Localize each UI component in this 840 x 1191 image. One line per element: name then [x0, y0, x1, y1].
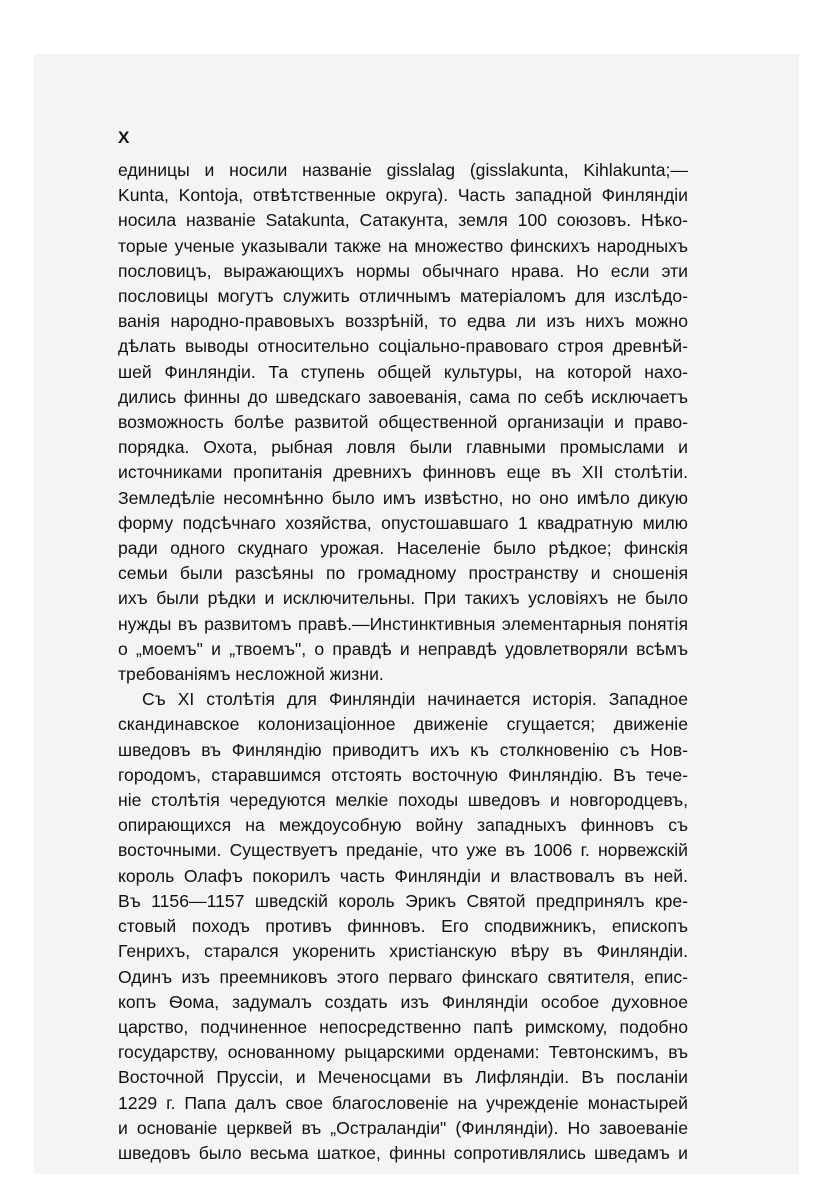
text-line: 1229 г. Папа далъ свое благословеніе на учрежденіе монастырей — [118, 1092, 688, 1113]
text-line: источниками пропитанія древнихъ финновъ еще въ XII столѣтіи. — [118, 462, 688, 483]
text-line: ніе столѣтія чередуются мелкіе походы шведовъ и новгородцевъ, — [118, 790, 688, 811]
text-line: Въ 1156—1157 шведскій король Эрикъ Святой предпринялъ кре- — [118, 890, 688, 911]
body-text — [118, 158, 688, 1166]
text-line: единицы и носили названіе gisslalag (gisslakunta, Kihlakunta;— — [118, 160, 688, 180]
text-line: скандинавское колонизаціонное движеніе сгущается; движеніе — [118, 714, 688, 735]
text-line: шведовъ въ Финляндію приводитъ ихъ къ столкновенію съ Нов- — [118, 739, 688, 760]
text-line: нужды въ развитомъ правѣ.—Инстинктивныя элементарныя понятія — [118, 613, 688, 634]
text-line: о „моемъ" и „твоемъ", о правдѣ и неправдѣ удовлетворяли всѣмъ — [118, 638, 688, 659]
text-line: семьи были разсѣяны по громадному пространству и сношенія — [118, 563, 688, 584]
text-line: дились финны до шведскаго завоеванія, сама по себѣ исключаетъ — [118, 386, 688, 407]
text-line: дѣлать выводы относительно соціально-правоваго строя древнѣй- — [118, 336, 688, 357]
text-line: Восточной Пруссіи, и Меченосцами въ Лифляндіи. Въ посланіи — [118, 1067, 688, 1088]
text-line: ихъ были рѣдки и исключительны. При такихъ условіяхъ не было — [118, 588, 688, 609]
text-line: возможность болѣе развитой общественной организаціи и право- — [118, 412, 688, 433]
text-line: ради одного скуднаго урожая. Населеніе было рѣдкое; финскія — [118, 538, 688, 559]
text-line: стовый походъ противъ финновъ. Его сподвижникъ, епископъ — [118, 916, 688, 937]
text-line: торые ученые указывали также на множество финскихъ народныхъ — [118, 235, 688, 256]
text-line: восточными. Существуетъ преданіе, что уже въ 1006 г. норвежскій — [118, 840, 688, 861]
text-line: Земледѣліе несомнѣнно было имъ извѣстно, но оно имѣло дикую — [118, 487, 688, 508]
text-line: требованіямъ несложной жизни. — [118, 664, 384, 685]
text-line: опирающихся на междоусобную войну западныхъ финновъ съ — [118, 815, 688, 836]
text-line: Одинъ изъ преемниковъ этого перваго финскаго святителя, епис- — [118, 966, 688, 987]
text-line: шей Финляндіи. Та ступень общей культуры, на которой нахо- — [118, 361, 688, 382]
text-line: пословицъ, выражающихъ нормы обычнаго нрава. Но если эти — [118, 260, 688, 281]
text-line: копъ Ѳома, задумалъ создать изъ Финляндіи особое духовное — [118, 991, 688, 1012]
text-line: шведовъ было весьма шаткое, финны сопротивлялись шведамъ и — [118, 1142, 688, 1163]
text-line: государству, основанному рыцарскими орденами: Тевтонскимъ, въ — [118, 1042, 688, 1063]
text-line: форму подсѣчнаго хозяйства, опустошавшаго 1 квадратную милю — [118, 512, 688, 533]
text-line: Съ XI столѣтія для Финляндіи начинается исторія. Западное — [142, 689, 688, 710]
paragraph-1 — [118, 158, 688, 687]
text-line: порядка. Охота, рыбная ловля были главными промыслами и — [118, 437, 688, 458]
text-line: городомъ, старавшимся отстоять восточную Финляндію. Въ тече- — [118, 764, 688, 785]
text-line: царство, подчиненное непосредственно папѣ римскому, подобно — [118, 1016, 688, 1037]
text-line: Kunta, Kontoja, отвѣтственные округа). Часть западной Финляндіи — [118, 185, 688, 206]
text-line: носила названіе Satakunta, Сатакунта, земля 100 союзовъ. Нѣко- — [118, 210, 688, 231]
page-number: X — [118, 128, 130, 147]
text-line: король Олафъ покорилъ часть Финляндіи и властвовалъ въ ней. — [118, 865, 688, 886]
paragraph-2 — [118, 687, 688, 1166]
text-line: пословицы могутъ служить отличнымъ матеріаломъ для изслѣдо- — [118, 286, 688, 307]
text-line: Генрихъ, старался укоренить христіанскую вѣру въ Финляндіи. — [118, 941, 688, 962]
text-line: и основаніе церквей въ „Остраландіи" (Финляндіи). Но завоеваніе — [118, 1117, 688, 1138]
text-line: ванія народно-правовыхъ воззрѣній, то едва ли изъ нихъ можно — [118, 311, 688, 332]
